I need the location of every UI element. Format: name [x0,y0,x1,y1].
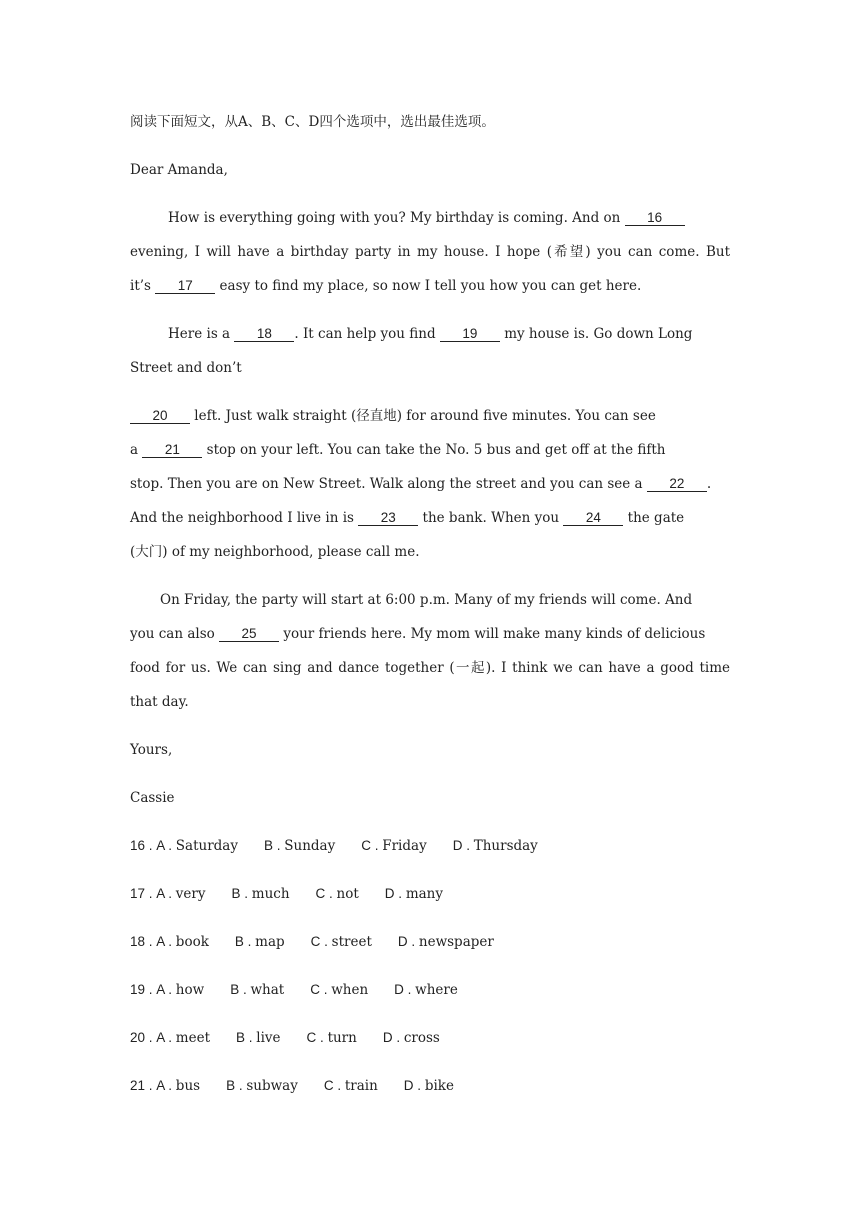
option-text: book [175,934,209,950]
option-text: meet [175,1030,211,1046]
question-number: 20 . [130,1030,157,1045]
option-text: newspaper [418,934,494,950]
p2-line2: Street and don’t [130,360,242,376]
question-number: 16 . [130,838,157,853]
option-a[interactable] [156,1028,210,1048]
text: stop. Then you are on New Street. Walk along the street and you can see a [130,476,647,492]
letter-signature: Cassie [130,790,175,806]
letter-closing: Yours, [130,742,173,758]
option-b[interactable] [264,836,335,856]
option-c[interactable] [316,884,359,904]
option-d[interactable] [394,980,458,1000]
letter-greeting: Dear Amanda, [130,162,228,178]
p2-line5 [130,474,730,494]
option-d[interactable] [398,932,494,952]
question-number: 21 . [130,1078,157,1093]
p3-line3: food for us. We can sing and dance together (一起). I think we can have a good time [130,660,730,676]
option-text: Thursday [473,838,538,854]
blank-17[interactable]: 17 [155,278,215,294]
text: a [130,442,143,458]
option-text: not [336,886,359,902]
option-c[interactable] [307,1028,357,1048]
p2-line1 [168,324,730,344]
option-letter: D . [452,838,474,853]
question-number: 17 . [130,886,157,901]
option-letter: D . [403,1078,425,1093]
question-19 [130,980,730,1000]
option-letter: D . [394,982,416,997]
text: How is everything going with you? My birthday is coming. And on [168,210,625,226]
p2-line7: (大门) of my neighborhood, please call me. [130,544,420,560]
option-text: where [415,982,458,998]
blank-16[interactable]: 16 [625,210,685,226]
p3-line1: On Friday, the party will start at 6:00 p.m. Many of my friends will come. And [160,592,693,608]
question-18 [130,932,730,952]
option-letter: A . [156,1030,176,1045]
option-letter: A . [156,1078,176,1093]
option-d[interactable] [385,884,443,904]
option-text: Friday [382,838,427,854]
option-letter: B . [234,934,256,949]
option-d[interactable] [383,1028,440,1048]
question-20 [130,1028,730,1048]
option-text: street [331,934,372,950]
p3-line2 [130,624,730,644]
option-c[interactable] [310,980,368,1000]
p2-line4 [130,440,730,460]
p2-line6 [130,508,730,528]
option-text: map [255,934,285,950]
option-b[interactable] [236,1028,281,1048]
option-text: Saturday [175,838,238,854]
option-a[interactable] [156,884,205,904]
p3-line4: that day. [130,694,189,710]
p1-line3 [130,276,730,296]
option-text: very [175,886,206,902]
option-text: live [256,1030,281,1046]
option-a[interactable] [156,1076,200,1096]
blank-18[interactable]: 18 [234,326,294,342]
instruction: 阅读下面短文，从A、B、C、D四个选项中，选出最佳选项。 [130,114,495,130]
blank-24[interactable]: 24 [563,510,623,526]
blank-20[interactable]: 20 [130,408,190,424]
text: easy to find my place, so now I tell you how you can get here. [215,278,642,294]
text: your friends here. My mom will make many kinds of delicious [279,626,706,642]
option-text: turn [327,1030,357,1046]
option-letter: A . [156,982,176,997]
option-letter: B . [236,1030,257,1045]
text: . It can help you find [294,326,440,342]
option-text: how [175,982,205,998]
option-letter: D . [382,1030,404,1045]
text: it’s [130,278,156,294]
option-c[interactable] [324,1076,378,1096]
option-letter: B . [226,1078,247,1093]
p1-line2: evening, I will have a birthday party in my house. I hope (希望) you can come. But [130,244,730,260]
option-letter: C . [310,934,332,949]
text: And the neighborhood I live in is [130,510,359,526]
option-text: many [405,886,443,902]
option-letter: B . [231,886,252,901]
option-b[interactable] [232,884,290,904]
option-text: Sunday [284,838,336,854]
question-number: 19 . [130,982,157,997]
option-a[interactable] [156,932,209,952]
option-b[interactable] [235,932,285,952]
blank-23[interactable]: 23 [358,510,418,526]
text: the bank. When you [418,510,564,526]
option-letter: A . [156,886,176,901]
option-c[interactable] [361,836,426,856]
option-a[interactable] [156,836,238,856]
text: left. Just walk straight (径直地) for around five minutes. You can see [190,408,656,424]
option-letter: C . [315,886,337,901]
option-text: bus [175,1078,201,1094]
option-b[interactable] [226,1076,298,1096]
option-text: cross [403,1030,440,1046]
text: . [706,476,712,492]
option-letter: B . [263,838,285,853]
option-letter: C . [306,1030,328,1045]
text: you can also [130,626,220,642]
blank-21[interactable]: 21 [142,442,202,458]
option-d[interactable] [404,1076,454,1096]
option-letter: B . [230,982,251,997]
text: the gate [623,510,685,526]
option-letter: D . [397,934,419,949]
option-letter: D . [384,886,406,901]
option-text: bike [424,1078,454,1094]
blank-19[interactable]: 19 [440,326,500,342]
option-b[interactable] [230,980,284,1000]
text: stop on your left. You can take the No. 5 bus and get off at the fifth [202,442,666,458]
option-text: what [250,982,285,998]
question-number: 18 . [130,934,157,949]
option-letter: A . [156,838,176,853]
question-21 [130,1076,730,1096]
option-text: when [331,982,369,998]
option-d[interactable] [453,836,538,856]
option-text: subway [246,1078,298,1094]
p2-line3 [130,406,730,426]
blank-25[interactable]: 25 [219,626,279,642]
question-16 [130,836,730,856]
text: my house is. Go down Long [499,326,693,342]
option-text: much [251,886,290,902]
option-text: train [344,1078,378,1094]
option-letter: C . [361,838,383,853]
option-letter: C . [323,1078,345,1093]
option-a[interactable] [156,980,204,1000]
p1-line1 [168,208,730,228]
question-17 [130,884,730,904]
blank-22[interactable]: 22 [647,476,707,492]
option-letter: A . [156,934,176,949]
text: Here is a [168,326,235,342]
option-letter: C . [310,982,332,997]
option-c[interactable] [311,932,372,952]
